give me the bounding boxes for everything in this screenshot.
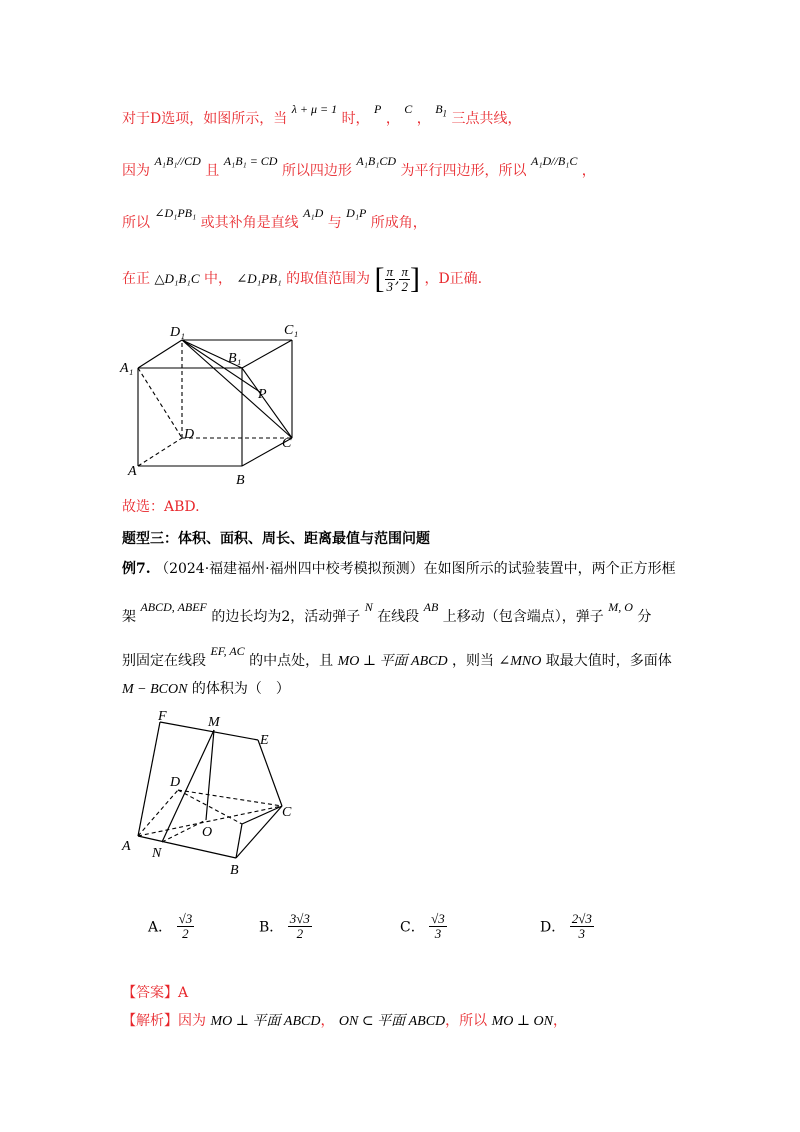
text: （2024·福建福州·福州四中校考模拟预测）在如图所示的试验装置中，两个正方形框 [155,561,676,577]
frac-num: √3 [431,911,445,926]
option-label: A． [148,919,173,936]
text: 因为 [122,163,150,179]
text: 所成角， [370,215,427,231]
math-expr: ON ⊂ 平面 ABCD [338,1014,446,1029]
square-frames-figure [118,708,308,878]
label-P: P [258,387,267,402]
solution-line-1 [122,102,522,132]
math-expr: N [364,600,373,614]
math-expr: ABCD, ABEF [140,600,207,614]
frac-num: π [401,263,408,279]
text: 三点共线， [451,111,522,127]
math-expr: ∠MNO [498,654,542,669]
label-F: F [158,709,167,724]
text: 分 [637,609,652,625]
math-expr: A₁D//B₁C [530,154,578,168]
frac-den: 3 [434,926,442,941]
text: 在正 [122,271,150,287]
label-O: O [202,825,213,840]
text: ，则当 [452,653,495,669]
interval: [ $\frac{\pi}{3}$ , $\frac{\pi}{2}$ ] [374,262,420,295]
text: 架 [122,609,136,625]
label-E: E [260,733,269,748]
text: 对于D选项，如图所示，当 [122,111,288,127]
label-A1: A₁ [120,361,134,376]
option-label: D． [540,919,566,936]
text: 为平行四边形，所以 [400,163,527,179]
edge-B1C1 [242,340,292,368]
option-c[interactable] [400,912,447,941]
diag-B1C [242,368,292,438]
label-A: A [122,839,131,854]
math-expr: MO ⊥ 平面 ABCD [210,1014,321,1029]
text: 与 [327,215,342,231]
text: ， [320,1013,335,1029]
option-label: B． [259,919,284,936]
frac-num: √3 [178,911,193,926]
answer-value: A [178,985,189,1001]
frac-num: π [386,263,394,279]
math-expr: A₁B₁ = CD [223,154,278,168]
solution-line-4 [122,262,482,296]
answer-line [122,984,188,1002]
math-expr: MO ⊥ ON [491,1014,553,1029]
analysis-tag: 【解析】 [122,1013,178,1029]
math-expr: MO ⊥ 平面 ABCD [337,654,448,669]
math-expr: A₁D [303,206,324,220]
text: 且 [205,163,220,179]
edge-AD [138,790,178,836]
frac-den: 2 [182,926,189,941]
text: 的边长均为2，活动弹子 [211,609,361,625]
math-expr: AB [423,600,439,614]
text: ， [385,111,400,127]
text: 的取值范围为 [286,271,371,287]
math-C: C [404,102,413,116]
frac-num: 2√3 [571,911,592,926]
seg-NO [162,820,206,842]
example-line-1 [122,560,676,578]
text: ，所以 [445,1013,488,1029]
example-line-3 [122,644,672,671]
solution-line-2 [122,154,596,180]
label-N: N [152,846,162,861]
section-title: 题型三：体积、面积、周长、距离最值与范围问题 [122,531,430,547]
text: 因为 [178,1013,206,1029]
cube-figure [118,320,318,490]
frac-den: 2 [401,278,408,294]
option-a[interactable] [148,912,194,941]
edge-A1D1 [138,340,182,368]
diag-DB [178,790,242,824]
solution-line-3 [122,206,427,232]
option-label: C． [400,919,425,936]
text: 时， [341,111,370,127]
math-expr: ∠D₁PB₁ [154,206,197,220]
text: ， [552,1013,567,1029]
text: 所以 [122,215,150,231]
seg-D1P [182,340,260,392]
edge-AF [138,722,160,836]
text: 取最大值时，多面体 [545,653,672,669]
label-A: A [128,464,137,479]
frac-den: 3 [578,926,585,941]
example-line-2 [122,600,652,626]
text: ， [416,111,431,127]
math-sub: 1 [442,108,448,119]
math-condition: λ + μ = 1 [291,102,338,116]
math-expr: A₁B₁CD [356,154,397,168]
option-d[interactable] [540,912,594,941]
text: 在线段 [377,609,420,625]
label-B1: B₁ [228,351,242,366]
math-P: P [374,102,382,116]
edge-bC [242,806,282,824]
label-D: D [170,775,181,790]
text: 别固定在线段 [122,653,206,669]
math-expr: △D₁B₁C [154,271,200,286]
label-C1: C₁ [284,323,299,338]
text: ， [581,163,596,179]
example-label: 例7. [122,561,151,577]
text: 中， [203,271,232,287]
label-D1: D₁ [170,325,185,340]
label-M: M [208,715,220,730]
frac-den: 2 [296,926,304,941]
text: 的体积为（ ） [191,681,290,697]
option-b[interactable] [259,912,312,941]
label-C: C [282,805,292,820]
math-B: B [435,102,443,116]
label-B: B [236,473,245,488]
math-expr: EF, AC [210,644,245,658]
text: 所以四边形 [281,163,352,179]
text: 或其补角是直线 [200,215,299,231]
math-expr: M, O [608,600,633,614]
answer-tag: 【答案】 [122,985,178,1001]
math-expr: ∠D₁PB₁ [236,271,282,286]
label-D: D [184,427,195,442]
edge-AD [138,438,182,466]
math-expr: A₁B₁//CD [154,154,201,168]
text: ，D正确. [424,271,483,287]
choice-line: 故选：ABD. [122,499,200,515]
frac-num: 3√3 [289,911,310,926]
label-C: C [282,436,292,451]
edge-E-right [258,740,282,806]
example-line-4 [122,680,290,699]
math-expr: M − BCON [122,682,188,697]
analysis-line [122,1012,567,1031]
text: 上移动（包含端点），弹子 [442,609,604,625]
math-expr: D₁P [346,206,367,220]
text: 的中点处，且 [249,653,334,669]
diag-A1D [138,368,182,438]
frac-den: 3 [386,278,394,294]
label-B: B [230,863,239,878]
